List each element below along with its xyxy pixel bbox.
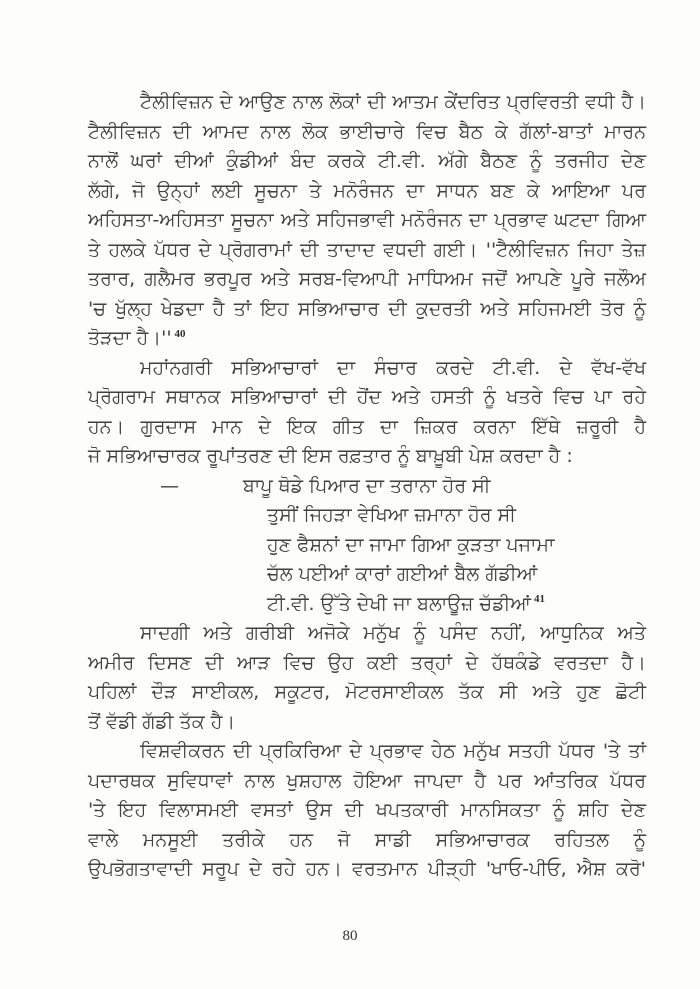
text-line: ਵਿਸ਼ਵੀਕਰਨ ਦੀ ਪ੍ਰਕਿਰਿਆ ਦੇ ਪ੍ਰਭਾਵ ਹੇਠ ਮਨੁੱਖ ਸਤਹੀ ਪੱਧਰ 'ਤੇ ਤਾਂ — [140, 740, 646, 762]
footnote-marker: 41 — [534, 593, 546, 606]
text-line: ਟੈਲੀਵਿਜ਼ਨ ਦੀ ਆਮਦ ਨਾਲ ਲੋਕ ਭਾਈਚਾਰੇ ਵਿਚ ਬੈਠ ਕੇ ਗੱਲਾਂ-ਬਾਤਾਂ ਮਾਰਨ — [88, 120, 646, 143]
text-line: ਪਹਿਲਾਂ ਦੌੜ ਸਾਈਕਲ, ਸਕੂਟਰ, ਮੋਟਰਸਾਈਕਲ ਤੱਕ ਸੀ ਅਤੇ ਹੁਣ ਛੋਟੀ — [88, 681, 646, 703]
verse-line: ਟੀ.ਵੀ. ਉੱਤੇ ਦੇਖੀ ਜਾ ਬਲਾਊਜ਼ ਚੱਡੀਆਂ $^{41}$ — [267, 592, 546, 615]
text-line: ਤਰਾਰ, ਗਲੈਮਰ ਭਰਪੂਰ ਅਤੇ ਸਰਬ-ਵਿਆਪੀ ਮਾਧਿਅਮ ਜਦੋਂ ਆਪਣੇ ਪੂਰੇ ਜਲੌਅ — [88, 268, 646, 290]
text-line: ਪ੍ਰੋਗਰਾਮ ਸਥਾਨਕ ਸਭਿਆਚਾਰਾਂ ਦੀ ਹੋਂਦ ਅਤੇ ਹਸਤੀ ਨੂੰ ਖਤਰੇ ਵਿਚ ਪਾ ਰਹੇ — [88, 386, 646, 408]
text-line: ਤੇ ਹਲਕੇ ਪੱਧਰ ਦੇ ਪ੍ਰੋਗਰਾਮਾਂ ਦੀ ਤਾਦਾਦ ਵਧਦੀ ਗਈ। ''ਟੈਲੀਵਿਜ਼ਨ ਜਿਹਾ ਤੇਜ਼ — [88, 238, 646, 261]
text-line: ਹਨ। ਗੁਰਦਾਸ ਮਾਨ ਦੇ ਇਕ ਗੀਤ ਦਾ ਜ਼ਿਕਰ ਕਰਨਾ ਇੱਥੇ ਜ਼ਰੂਰੀ ਹੈ — [88, 415, 646, 438]
text-line: ਅਹਿਸਤਾ-ਅਹਿਸਤਾ ਸੂਚਨਾ ਅਤੇ ਸਹਿਜਭਾਵੀ ਮਨੋਰੰਜਨ ਦਾ ਪ੍ਰਭਾਵ ਘਟਦਾ ਗਿਆ — [88, 209, 646, 231]
text-line: ਟੈਲੀਵਿਜ਼ਨ ਦੇ ਆਉਣ ਨਾਲ ਲੋਕਾਂ ਦੀ ਆਤਮ ਕੇਂਦਰਿਤ ਪ੍ਰਵਿਰਤੀ ਵਧੀ ਹੈ। — [140, 91, 646, 113]
text-line: ਲੱਗੇ, ਜੋ ਉਨ੍ਹਾਂ ਲਈ ਸੂਚਨਾ ਤੇ ਮਨੋਰੰਜਨ ਦਾ ਸਾਧਨ ਬਣ ਕੇ ਆਇਆ ਪਰ — [88, 179, 646, 202]
text-line: ਤੋਂ ਵੱਡੀ ਗੱਡੀ ਤੱਕ ਹੈ। — [88, 710, 236, 733]
text-line: ਮਹਾਂਨਗਰੀ ਸਭਿਆਚਾਰਾਂ ਦਾ ਸੰਚਾਰ ਕਰਦੇ ਟੀ.ਵੀ. ਦੇ ਵੱਖ-ਵੱਖ — [140, 356, 646, 379]
page-number: 80 — [342, 928, 358, 944]
text-line: ਅਮੀਰ ਦਿਸਣ ਦੀ ਆੜ ਵਿਚ ਉਹ ਕਈ ਤਰ੍ਹਾਂ ਦੇ ਹੱਥਕੰਡੇ ਵਰਤਦਾ ਹੈ। — [88, 651, 646, 674]
text-line: ਉਪਭੋਗਤਾਵਾਦੀ ਸਰੂਪ ਦੇ ਰਹੇ ਹਨ। ਵਰਤਮਾਨ ਪੀੜ੍ਹੀ 'ਖਾਓ-ਪੀਓ, ਐਸ਼ ਕਰੋ' — [88, 858, 646, 880]
verse-line: ਤੁਸੀਂ ਜਿਹੜਾ ਵੇਖਿਆ ਜ਼ਮਾਨਾ ਹੋਰ ਸੀ — [267, 504, 516, 526]
text-line: ਵਾਲੇ ਮਨਸੂਈ ਤਰੀਕੇ ਹਨ ਜੋ ਸਾਡੀ ਸਭਿਆਚਾਰਕ ਰਹਿਤਲ ਨੂੰ — [88, 828, 646, 851]
text-line: 'ਚ ਖੁੱਲ੍ਹ ਖੇਡਦਾ ਹੈ ਤਾਂ ਇਹ ਸਭਿਆਚਾਰ ਦੀ ਕੁਦਰਤੀ ਅਤੇ ਸਹਿਜਮਈ ਤੋਰ ਨੂੰ — [88, 297, 646, 320]
verse-line: ਹੁਣ ਫੈਸ਼ਨਾਂ ਦਾ ਜਾਮਾ ਗਿਆ ਕੁੜਤਾ ਪਜਾਮਾ — [267, 533, 555, 556]
text-line: ਤੋੜਦਾ ਹੈ।'' $^{40}$ — [88, 327, 186, 349]
text-line: ਨਾਲੋਂ ਘਰਾਂ ਦੀਆਂ ਕੁੰਡੀਆਂ ਬੰਦ ਕਰਕੇ ਟੀ.ਵੀ. ਅੱਗੇ ਬੈਠਣ ਨੂੰ ਤਰਜੀਹ ਦੇਣ — [88, 150, 646, 172]
verse-dash: — — [160, 474, 179, 497]
text-line: ਸਾਦਗੀ ਅਤੇ ਗਰੀਬੀ ਅਜੋਕੇ ਮਨੁੱਖ ਨੂੰ ਪਸੰਦ ਨਹੀਂ, ਆਧੁਨਿਕ ਅਤੇ — [140, 622, 646, 644]
verse-line: ਚੱਲ ਪਈਆਂ ਕਾਰਾਂ ਗਈਆਂ ਬੈਲ ਗੱਡੀਆਂ — [267, 563, 538, 585]
text-line: 'ਤੇ ਇਹ ਵਿਲਾਸਮਈ ਵਸਤਾਂ ਉਸ ਦੀ ਖਪਤਕਾਰੀ ਮਾਨਸਿਕਤਾ ਨੂੰ ਸ਼ਹਿ ਦੇਣ — [88, 799, 646, 821]
text-line: ਪਦਾਰਥਕ ਸੁਵਿਧਾਵਾਂ ਨਾਲ ਖੁਸ਼ਹਾਲ ਹੋਇਆ ਜਾਪਦਾ ਹੈ ਪਰ ਆਂਤਰਿਕ ਪੱਧਰ — [88, 769, 646, 792]
verse-line: — ਬਾਪੂ ਥੋਡੇ ਪਿਆਰ ਦਾ ਤਰਾਨਾ ਹੋਰ ਸੀ — [88, 472, 646, 502]
footnote-marker: 40 — [174, 327, 186, 340]
page-text — [88, 88, 646, 885]
text-line: ਜੋ ਸਭਿਆਚਾਰਕ ਰੂਪਾਂਤਰਣ ਦੀ ਇਸ ਰਫ਼ਤਾਰ ਨੂੰ ਬਾਖ਼ੂਬੀ ਪੇਸ਼ ਕਰਦਾ ਹੈ : — [88, 445, 573, 467]
